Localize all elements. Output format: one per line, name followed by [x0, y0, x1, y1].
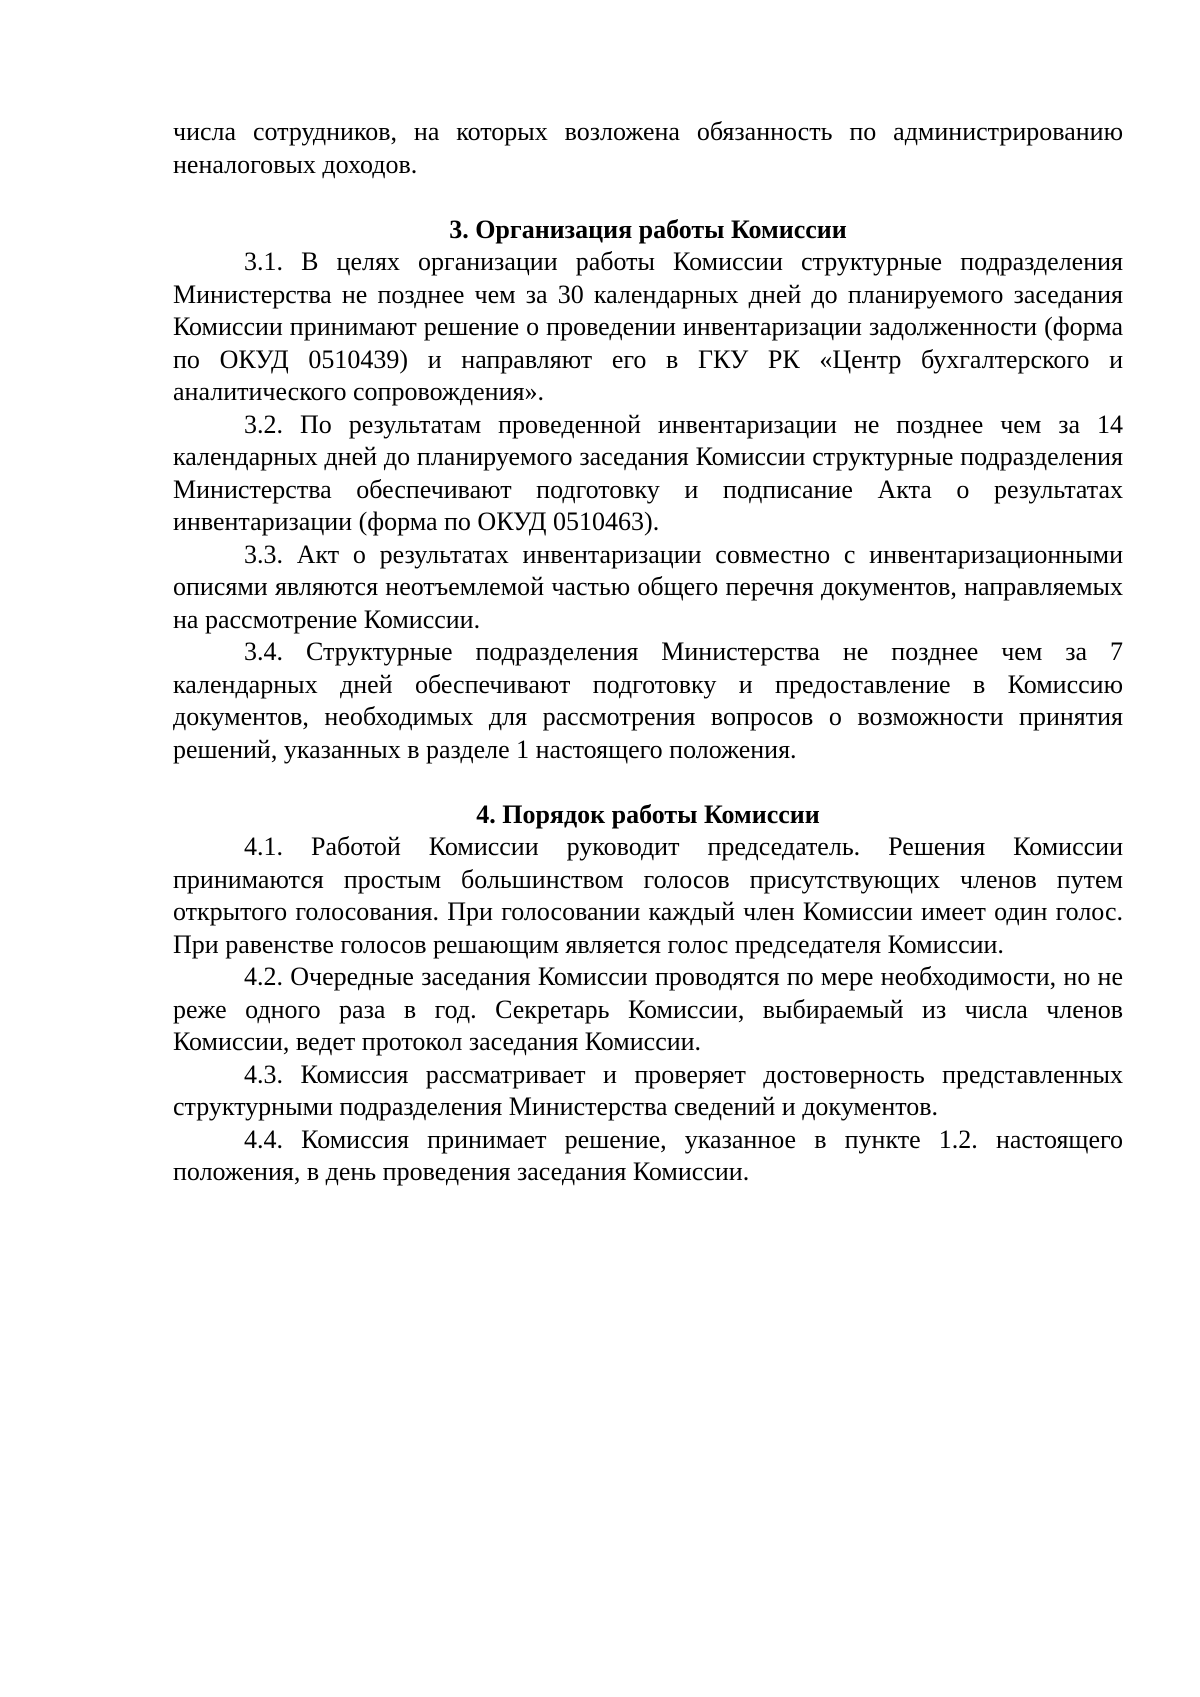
section-3-heading: 3. Организация работы Комиссии: [449, 214, 847, 244]
paragraph-3-2: 3.2. По результатам проведенной инвентаризации не позднее чем за 14 календарных дней до планируемого заседания Комиссии структурные подразделения Министерства обеспечивают подготовку и подписание Акта о результатах инвентаризации (форма по ОКУД 0510463).: [173, 409, 1123, 536]
spacer: [173, 181, 1123, 214]
paragraph-4-4: 4.4. Комиссия принимает решение, указанное в пункте 1.2. настоящего положения, в день проведения заседания Комиссии.: [173, 1124, 1123, 1186]
paragraph-4-2: 4.2. Очередные заседания Комиссии проводятся по мере необходимости, но не реже одного раза в год. Секретарь Комиссии, выбираемый из числа членов Комиссии, ведет протокол заседания Комиссии.: [173, 962, 1123, 1056]
continuation-paragraph: числа сотрудников, на которых возложена обязанность по администрированию неналоговых доходов.: [173, 117, 1123, 179]
document-body: [173, 116, 1123, 1189]
section-4-heading: 4. Порядок работы Комиссии: [476, 799, 820, 829]
paragraph-4-3: 4.3. Комиссия рассматривает и проверяет достоверность представленных структурными подразделения Министерства сведений и документов.: [173, 1059, 1123, 1121]
paragraph-3-3: 3.3. Акт о результатах инвентаризации совместно с инвентаризационными описями являются неотъемлемой частью общего перечня документов, направляемых на рассмотрение Комиссии.: [173, 539, 1123, 634]
paragraph-3-1: 3.1. В целях организации работы Комиссии структурные подразделения Министерства не позднее чем за 30 календарных дней до планируемого заседания Комиссии принимают решение о проведении инвентаризации задолженности (форма по ОКУД 0510439) и направляют его в ГКУ РК «Центр бухгалтерского и аналитического сопровождения».: [173, 247, 1123, 406]
spacer: [173, 766, 1123, 799]
paragraph-3-4: 3.4. Структурные подразделения Министерства не позднее чем за 7 календарных дней обеспечивают подготовку и предоставление в Комиссию документов, необходимых для рассмотрения вопросов о возможности принятия решений, указанных в разделе 1 настоящего положения.: [173, 637, 1123, 764]
paragraph-4-1: 4.1. Работой Комиссии руководит председатель. Решения Комиссии принимаются простым большинством голосов присутствующих членов путем открытого голосования. При голосовании каждый член Комиссии имеет один голос. При равенстве голосов решающим является голос председателя Комиссии.: [173, 832, 1123, 959]
